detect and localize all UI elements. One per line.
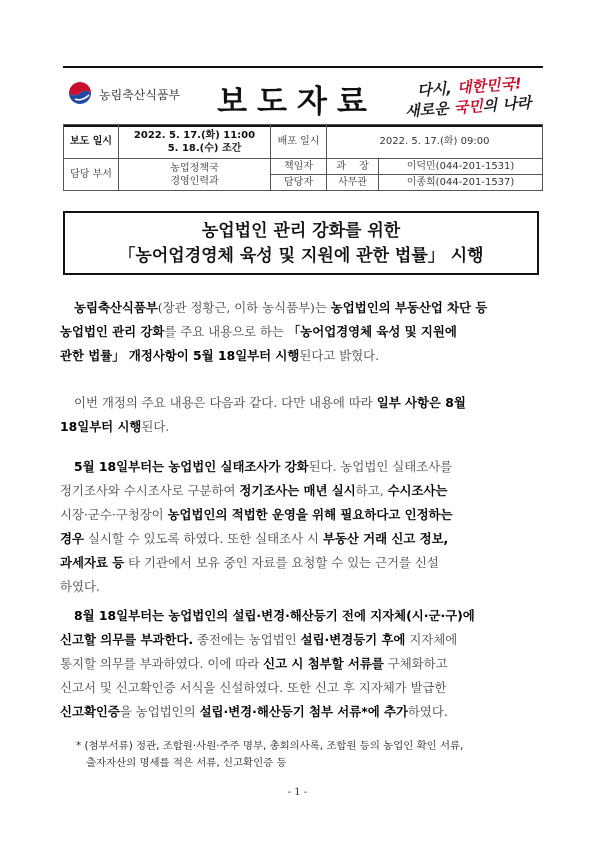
- text: 구체화하고: [383, 656, 448, 671]
- distribution-datetime: 2022. 5. 17.(화) 09:00: [327, 125, 543, 159]
- text-bold: 농림축산식품부: [74, 300, 158, 315]
- text: 하고,: [355, 483, 388, 498]
- slogan-text: 의 나라: [482, 93, 532, 115]
- paragraph-4: [60, 604, 540, 724]
- responsible-contact: 이덕민(044-201-1531): [379, 159, 543, 175]
- paragraph-3: [60, 455, 540, 599]
- headline-line: 「농어업경영체 육성 및 지원에 관한 법률」 시행: [118, 246, 484, 266]
- text-bold: 수시조사는: [387, 483, 448, 498]
- text: 된다. 농업법인 실태조사를: [308, 459, 453, 474]
- text-bold: 8월 18일부터는 농업법인의 설립·변경·해산등기 전에 지자체(시·군·구)에: [74, 608, 475, 623]
- text-bold: 농업법인의 적법한 운영을 위해 필요하다고 인정하는: [167, 507, 453, 522]
- text-bold: 과세자료 등: [60, 555, 125, 570]
- slogan-logo: [403, 74, 539, 121]
- release-value: 5. 18.(수) 조간: [167, 142, 242, 154]
- text: 를 주요 내용으로 하는: [164, 324, 288, 339]
- release-datetime: [119, 125, 271, 159]
- government-emblem-icon: [67, 80, 93, 106]
- responsible-label: 책임자: [271, 159, 327, 175]
- text-bold: 신고 시 첨부할 서류를: [263, 656, 384, 671]
- text-bold: 5월 18일부터는 농업법인 실태조사가 강화: [74, 459, 309, 474]
- text-bold: 18일부터 시행: [60, 419, 142, 434]
- text-bold: 농업법인 관리 강화: [60, 324, 165, 339]
- slogan-text: 국민: [453, 97, 484, 117]
- text: 신고서 및 신고확인증 서식을 신설하였다. 또한 신고 후 지자체가 발급한: [60, 680, 447, 695]
- dept-line: 농업정책국: [170, 162, 219, 174]
- slogan-text: 새로운: [404, 99, 450, 121]
- release-value: 2022. 5. 17.(화) 11:00: [133, 129, 256, 141]
- text: 정기조사와 수시조사로 구분하여: [60, 483, 240, 498]
- text-bold: 경우: [60, 531, 84, 546]
- paragraph-2: [60, 391, 540, 439]
- text-bold: 신고할 의무를 부과한다.: [60, 632, 194, 647]
- headline-box: [63, 211, 539, 275]
- headline-line: 농업법인 관리 강화를 위한: [201, 221, 401, 241]
- footnote-line: * (첨부서류) 정관, 조합원·사원·주주 명부, 총회의사록, 조합원 등의 농업인 확인 서류,: [76, 740, 464, 752]
- text: 하였다.: [407, 704, 448, 719]
- footnote: [76, 738, 546, 772]
- contact-contact: 이종희(044-201-1537): [379, 175, 543, 191]
- text: 된다고 밝혔다.: [299, 348, 380, 363]
- release-info-table: [63, 124, 543, 191]
- distribution-label: 배포 일시: [271, 125, 327, 159]
- slogan-text: 다시,: [416, 79, 453, 100]
- contact-label: 담당자: [271, 175, 327, 191]
- text: 된다.: [141, 419, 170, 434]
- text-bold: 일부 사항은 8월: [376, 395, 466, 410]
- text: (장관 정황근, 이하 농식품부)는: [157, 300, 331, 315]
- text: 실시할 수 있도록 하였다. 또한 실태조사 시: [83, 531, 323, 546]
- text-bold: 설립·변경등기 후에: [300, 632, 406, 647]
- text: 지자체에: [405, 632, 458, 647]
- text: 타 기관에서 보유 중인 자료를 요청할 수 있는 근거를 신설: [124, 555, 439, 570]
- text-bold: 정기조사는 매년 실시: [239, 483, 356, 498]
- text: 시장·군수·구청장이: [60, 507, 168, 522]
- footnote-line: 출자자산의 명세를 적은 서류, 신고확인증 등: [86, 757, 287, 769]
- dept-label: 담당 부서: [64, 159, 119, 191]
- responsible-title: 과 장: [327, 159, 379, 175]
- release-label: 보도 일시: [64, 125, 119, 159]
- text-bold: 「농어업경영체 육성 및 지원에: [287, 324, 457, 339]
- dept-value: [119, 159, 271, 191]
- paragraph-1: [60, 296, 540, 368]
- page-number: - 1 -: [287, 787, 308, 798]
- text-bold: 설립·변경·해산등기 첨부 서류*에 추가: [199, 704, 408, 719]
- text: 종전에는 농업법인: [193, 632, 301, 647]
- contact-title: 사무관: [327, 175, 379, 191]
- slogan-text: 대한민국!: [456, 74, 523, 97]
- text-bold: 관한 법률」 개정사항이 5월 18일부터 시행: [60, 348, 300, 363]
- text: 이번 개정의 주요 내용은 다음과 같다. 다만 내용에 따라: [74, 395, 377, 410]
- ministry-name: 농림축산식품부: [99, 88, 181, 102]
- text-bold: 부동산 거래 신고 정보,: [322, 531, 449, 546]
- dept-line: 경영인력과: [170, 175, 219, 187]
- text-bold: 농업법인의 부동산업 차단 등: [330, 300, 488, 315]
- text: 을 농업법인의: [119, 704, 200, 719]
- header: [63, 66, 543, 127]
- text-bold: 신고확인증: [60, 704, 120, 719]
- page-title: 보도자료: [217, 84, 377, 120]
- text: 통지할 의무를 부과하였다. 이에 따라: [60, 656, 264, 671]
- text: 하였다.: [60, 579, 100, 594]
